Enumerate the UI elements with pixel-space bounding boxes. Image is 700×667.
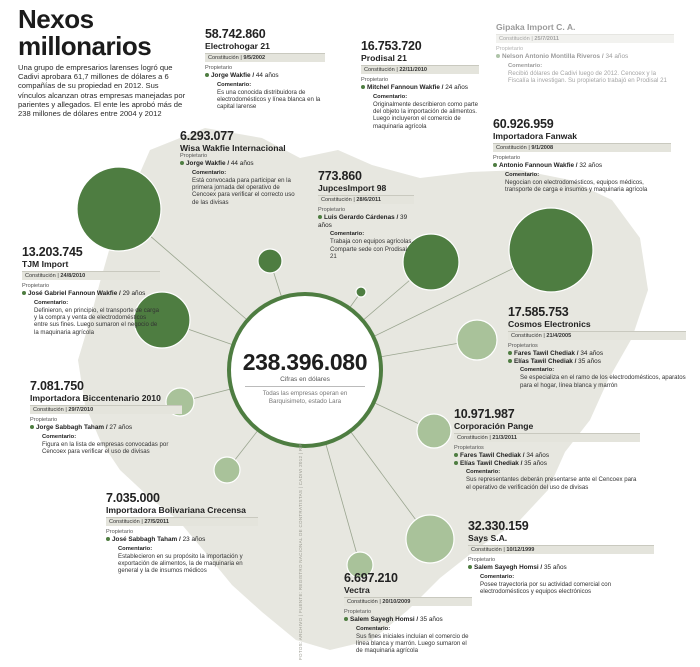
bullet-icon xyxy=(496,54,500,58)
owner-entry: Elías Tawil Chediak / 35 años xyxy=(454,460,640,468)
constitution-label: Constitución | xyxy=(496,145,530,151)
owner-name: Jorge Wakfie xyxy=(211,72,251,79)
owner-label: Propietario xyxy=(205,65,233,71)
constitution-row xyxy=(454,433,640,442)
constitution-row xyxy=(205,53,325,62)
comment-text: Se especializa en el ramo de los electrodomésticos, aparatos para el hogar, línea blanca y marrón xyxy=(520,374,686,389)
constitution-date: 21/4/2005 xyxy=(546,333,572,339)
intro-paragraph-2: El ente les aprobó más de 238 millones de dólares entre 2004 y 2012 xyxy=(18,99,183,119)
comment-text: Negocian con electrodomésticos, equipos médicos, transporte de carga e insumos y maquinaria agrícola xyxy=(505,178,648,193)
comment-text: Es una conocida distribuidora de electrodomésticos y línea blanca en la capital larense xyxy=(217,88,321,111)
owner-name: Antonio Fannoun Wakfie xyxy=(499,162,575,169)
constitution-date: 25/7/2011 xyxy=(534,36,559,42)
constitution-date: 28/6/2011 xyxy=(356,197,381,203)
constitution-row xyxy=(496,34,674,43)
node-fanwak xyxy=(509,208,593,292)
company-name: Importadora Fanwak xyxy=(493,131,578,141)
company-name: Prodisal 21 xyxy=(361,53,407,63)
owner-entry: Salem Sayegh Homsi / 35 años xyxy=(468,564,654,572)
intro-text xyxy=(18,63,186,118)
company-card-fanwak xyxy=(493,118,671,193)
owner-label: Propietario xyxy=(344,609,372,615)
node-crecensa xyxy=(214,457,240,483)
constitution-label: Constitución | xyxy=(25,273,59,279)
owner-age: 44 años xyxy=(255,72,279,79)
company-card-prodisal xyxy=(361,40,479,130)
comment-text: Sus representantes deberán presentarse ante el Cencoex para el operativo de verificación del uso de divisas xyxy=(466,476,637,491)
owner-entry: Salem Sayegh Homsi / 35 años xyxy=(344,616,472,624)
owner-age: 32 años xyxy=(579,162,603,169)
owner-label: Propietario xyxy=(106,529,134,535)
owner-age: 27 años xyxy=(109,424,133,431)
node-cosmos xyxy=(457,320,497,360)
owner-age: 35 años xyxy=(419,616,443,623)
owner-label: Propietario xyxy=(493,155,521,161)
comment-text: Definieron, en principio, el transporte de carga y la compra y venta de electrodomésticos entre sus fines. Luego sumaron el negocio de la maquinaria agrícola xyxy=(34,306,159,336)
owner-entry: Jorge Sabbagh Taham / 27 años xyxy=(30,424,182,432)
bullet-icon xyxy=(22,291,26,295)
comment-label: Comentario: xyxy=(520,367,555,374)
comment-text: Originalmente describieron como parte del objeto la importación de alimentos. Luego incluyeron el comercio de maquinaria agrícola xyxy=(373,100,478,130)
constitution-label: Constitución | xyxy=(33,407,67,413)
company-name: Wisa Wakfie Internacional xyxy=(180,143,286,153)
company-amount: 7.035.000 xyxy=(106,491,160,505)
comment-block xyxy=(106,546,258,575)
comment-text: Sus fines iniciales incluían el comercio de línea blanca y marrón. Luego sumaron el de maquinaria agrícola xyxy=(356,632,469,655)
owner-age: 35 años xyxy=(524,459,547,467)
company-name: Importadora Bolivariana Crecensa xyxy=(106,505,246,515)
company-card-electrohogar xyxy=(205,28,325,111)
owner-entry: Jorge Wakfie / 44 años xyxy=(180,160,300,168)
comment-label: Comentario: xyxy=(330,231,365,238)
company-card-vectra xyxy=(344,572,472,655)
constitution-date: 29/7/2010 xyxy=(68,407,94,413)
owner-name: Luis Gerardo Cárdenas xyxy=(324,214,395,221)
company-amount: 17.585.753 xyxy=(508,305,569,319)
constitution-date: 22/11/2010 xyxy=(399,67,428,73)
constitution-date: 21/3/2011 xyxy=(492,435,517,441)
company-amount: 6.293.077 xyxy=(180,129,234,143)
comment-block xyxy=(30,434,182,456)
company-amount: 16.753.720 xyxy=(361,39,422,53)
total-note: Todas las empresas operan en Barquisimeto, estado Lara xyxy=(245,386,365,405)
owner-name: José Sabbagh Taham xyxy=(112,536,178,543)
bullet-icon xyxy=(106,537,110,541)
constitution-label: Constitución | xyxy=(471,547,505,553)
total-unit: Cifras en dólares xyxy=(280,376,330,383)
owner-name: Mitchel Fannoun Wakfie xyxy=(367,84,440,91)
owner-name: Fares Tawil Chediak xyxy=(460,452,521,459)
company-amount: 10.971.987 xyxy=(454,407,515,421)
center-total xyxy=(226,350,384,405)
constitution-label: Constitución | xyxy=(511,333,545,339)
constitution-date: 9/5/2002 xyxy=(243,55,266,61)
title-line-1: Nexos xyxy=(18,4,94,34)
comment-label: Comentario: xyxy=(480,573,515,580)
constitution-date: 27/5/2011 xyxy=(144,519,169,525)
comment-block xyxy=(454,469,640,491)
node-jupcesa xyxy=(356,287,366,297)
owner-entry: Nelson Antonio Montilla Riveros / 34 años xyxy=(496,53,674,61)
owner-name: Nelson Antonio Montilla Riveros xyxy=(502,53,601,60)
constitution-row xyxy=(508,331,686,340)
comment-text: Recibió dólares de Cadivi luego de 2012. Cencoex y la Fiscalía la investigan. Su propietario trabajó en Prodisal 21 xyxy=(508,69,667,84)
owner-entry: José Sabbagh Taham / 23 años xyxy=(106,536,258,544)
constitution-row xyxy=(22,271,160,280)
owner-name: José Gabriel Fannoun Wakfie xyxy=(28,290,118,297)
company-card-gipaka xyxy=(496,22,674,84)
owner-name: Jorge Sabbagh Taham xyxy=(36,424,105,431)
comment-label: Comentario: xyxy=(34,299,69,306)
company-amount: 773.860 xyxy=(318,169,362,183)
owner-label: Propietario xyxy=(180,153,208,159)
comment-block xyxy=(205,82,325,111)
owner-age: 35 años xyxy=(543,564,567,571)
node-electrohogar xyxy=(77,167,161,251)
company-card-tjm xyxy=(22,246,160,336)
company-name: Corporación Pange xyxy=(454,421,534,431)
node-says xyxy=(406,515,454,563)
owner-name: Fares Tawil Chediak xyxy=(514,350,575,357)
owner-age: 35 años xyxy=(578,357,601,365)
company-amount: 13.203.745 xyxy=(22,245,83,259)
constitution-date: 20/10/2009 xyxy=(382,599,411,605)
comment-text: Figura en la lista de empresas convocadas por Cencoex para verificar el uso de divisas xyxy=(42,440,169,455)
owner-age: 44 años xyxy=(230,160,254,167)
constitution-row xyxy=(493,143,671,152)
comment-label: Comentario: xyxy=(118,545,153,552)
constitution-label: Constitución | xyxy=(499,36,533,42)
owner-label: Propietario xyxy=(496,46,524,52)
constitution-label: Constitución | xyxy=(109,519,143,525)
bullet-icon xyxy=(468,565,472,569)
constitution-date: 24/8/2010 xyxy=(60,273,86,279)
comment-label: Comentario: xyxy=(356,625,391,632)
company-name: Cosmos Electronics xyxy=(508,319,591,329)
company-card-says xyxy=(468,520,654,595)
total-amount: 238.396.080 xyxy=(242,349,368,375)
owner-age: 34 años xyxy=(605,53,629,60)
intro-paragraph: Una grupo de empresarios larenses logró que Cadivi aprobara 61,7 millones de dólares a 6 compañías de su propiedad en 2012. Sus vínculos alcanzan otras empresas manejadas por parientes y allegados. xyxy=(18,63,186,109)
constitution-label: Constitución | xyxy=(321,197,355,203)
constitution-label: Constitución | xyxy=(208,55,242,61)
comment-block xyxy=(344,626,472,655)
owner-name: Jorge Wakfie xyxy=(186,160,226,167)
constitution-row xyxy=(30,405,182,414)
comment-block xyxy=(496,63,674,85)
page-title xyxy=(18,6,151,60)
bullet-icon xyxy=(508,351,512,355)
owner-label: Propietario xyxy=(468,557,496,563)
owner-entry: Antonio Fannoun Wakfie / 32 años xyxy=(493,162,671,170)
owner-label: Propietario xyxy=(318,207,346,213)
constitution-label: Constitución | xyxy=(457,435,491,441)
owner-entry: Mitchel Fannoun Wakfie / 24 años xyxy=(361,84,479,92)
company-amount: 6.697.210 xyxy=(344,571,398,585)
bullet-icon xyxy=(508,359,512,363)
company-amount: 58.742.860 xyxy=(205,27,266,41)
company-name: TJM Import xyxy=(22,259,69,269)
comment-block xyxy=(361,94,479,131)
node-wisa xyxy=(258,249,282,273)
company-amount: 32.330.159 xyxy=(468,519,529,533)
owner-name: Elías Tawil Chediak xyxy=(514,357,573,365)
owner-entry: Jorge Wakfie / 44 años xyxy=(205,72,325,80)
owner-age: 29 años xyxy=(122,290,146,297)
bullet-icon xyxy=(180,161,184,165)
owner-age: 39 años xyxy=(318,214,408,229)
owner-label: Propietario xyxy=(22,283,50,289)
bullet-icon xyxy=(205,73,209,77)
constitution-row xyxy=(318,195,414,204)
company-amount: 7.081.750 xyxy=(30,379,84,393)
constitution-row xyxy=(106,517,258,526)
comment-label: Comentario: xyxy=(466,469,501,476)
comment-label: Comentario: xyxy=(508,62,543,69)
bullet-icon xyxy=(361,85,365,89)
company-amount: 60.926.959 xyxy=(493,117,554,131)
comment-label: Comentario: xyxy=(373,93,408,100)
owner-age: 34 años xyxy=(526,452,550,459)
comment-text: Establecieron en su propósito la importación y exportación de alimentos, la de maquinaria en general y la de insumos médicos xyxy=(118,552,243,575)
node-pange xyxy=(417,414,451,448)
constitution-row xyxy=(361,65,479,74)
comment-text: Trabaja con equipos agrícolas. Comparte sede con Prodisal 21 xyxy=(330,238,414,260)
comment-block xyxy=(493,172,671,194)
owner-entry: Elías Tawil Chediak / 35 años xyxy=(508,358,686,366)
owner-label: Propietario xyxy=(30,417,58,423)
owner-name: Salem Sayegh Homsi xyxy=(350,616,415,623)
comment-block xyxy=(468,574,654,596)
comment-label: Comentario: xyxy=(217,81,252,88)
owner-label: Propietario xyxy=(361,77,389,83)
comment-label: Comentario: xyxy=(192,169,227,176)
owner-age: 23 años xyxy=(182,536,206,543)
comment-block xyxy=(318,231,414,260)
credit-line: FOTOS: ARCHIVO | FUENTE: REGISTRO NACIONAL DE CONTRATISTAS | CADIVI 2012 | RIF xyxy=(298,442,303,660)
constitution-row xyxy=(344,597,472,606)
owner-entry: Fares Tawil Chediak / 34 años xyxy=(508,350,686,358)
comment-text: Posee trayectoria por su actividad comercial con electrodomésticos y equipos electrónicos xyxy=(480,580,612,595)
comment-label: Comentario: xyxy=(42,433,77,440)
comment-label: Comentario: xyxy=(505,171,540,178)
company-card-pange xyxy=(454,408,640,491)
company-name: Says S.A. xyxy=(468,533,508,543)
company-card-crecensa xyxy=(106,492,258,575)
company-name: Vectra xyxy=(344,585,370,595)
company-name: Gipaka Import C. A. xyxy=(496,22,576,32)
title-line-2: millonarios xyxy=(18,31,152,61)
constitution-row xyxy=(468,545,654,554)
company-card-wisa xyxy=(180,130,300,206)
owner-entry: Fares Tawil Chediak / 34 años xyxy=(454,452,640,460)
comment-text: Está convocada para participar en la primera jornada del operativo de Cencoex para verificar el correcto uso de las divisas xyxy=(192,176,295,206)
bullet-icon xyxy=(30,425,34,429)
owner-name: Salem Sayegh Homsi xyxy=(474,564,539,571)
comment-block xyxy=(22,300,160,337)
company-card-bicentenario xyxy=(30,380,182,455)
owner-name: Elías Tawil Chediak xyxy=(460,459,519,467)
owner-label: Propietarios xyxy=(508,343,538,349)
bullet-icon xyxy=(318,215,322,219)
company-card-cosmos xyxy=(508,306,686,389)
company-name: Electrohogar 21 xyxy=(205,41,270,51)
owner-age: 34 años xyxy=(580,350,604,357)
owner-age: 24 años xyxy=(445,84,468,91)
constitution-label: Constitución | xyxy=(347,599,381,605)
owner-entry: Luis Gerardo Cárdenas / 39 años xyxy=(318,214,408,229)
owner-entry: José Gabriel Fannoun Wakfie / 29 años xyxy=(22,290,160,298)
company-card-jupcesa xyxy=(318,170,414,260)
constitution-date: 10/12/1999 xyxy=(506,547,535,553)
constitution-label: Constitución | xyxy=(364,67,398,73)
owner-label: Propietarios xyxy=(454,445,484,451)
constitution-date: 9/1/2008 xyxy=(531,145,554,151)
comment-block xyxy=(508,367,686,389)
bullet-icon xyxy=(454,461,458,465)
bullet-icon xyxy=(454,453,458,457)
company-name: JupcesImport 98 xyxy=(318,183,387,193)
company-name: Importadora Biccentenario 2010 xyxy=(30,393,161,403)
bullet-icon xyxy=(344,617,348,621)
comment-block xyxy=(180,170,300,207)
bullet-icon xyxy=(493,163,497,167)
